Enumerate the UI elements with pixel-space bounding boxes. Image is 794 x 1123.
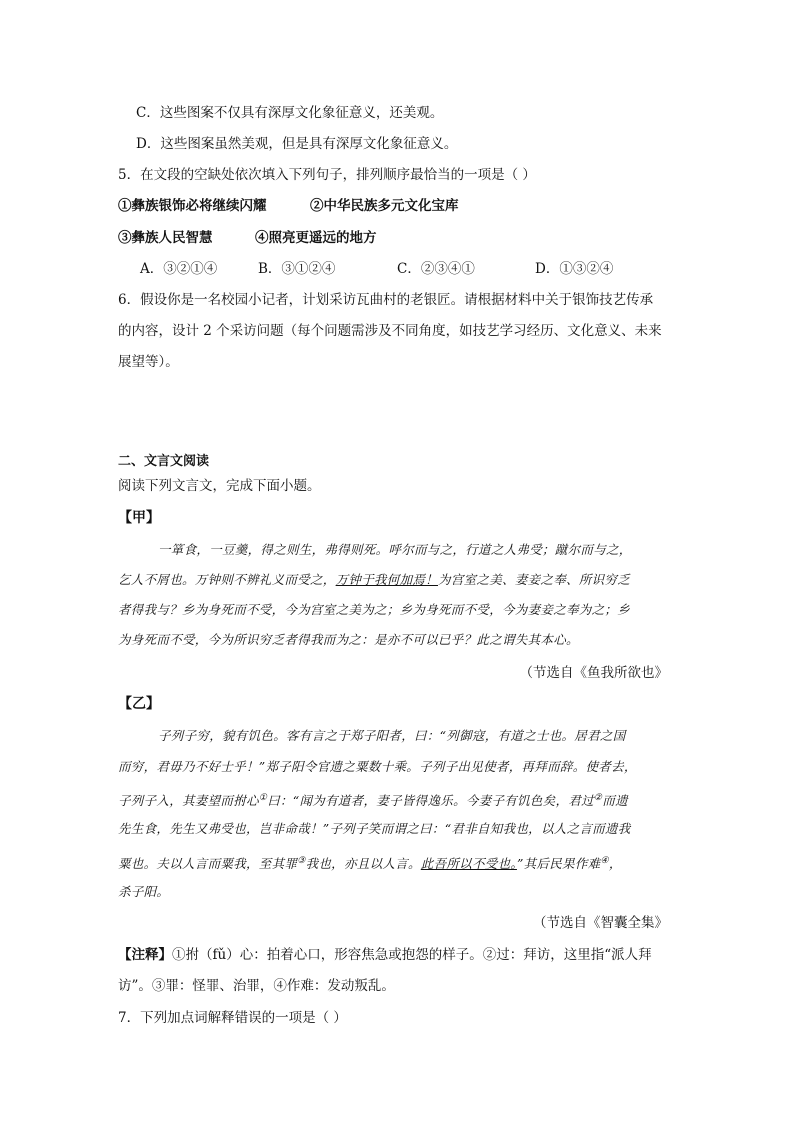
q6-line-1: 6．假设你是一名校园小记者，计划采访瓦曲村的老银匠。请根据材料中关于银饰技艺传承	[118, 292, 654, 308]
jia-line-2-post: 为宫室之美、妻妾之奉、所识穷乏	[438, 572, 631, 587]
yi-line-3-a: 子列子入，其妻望而拊心	[118, 793, 259, 809]
passage-jia-label: 【甲】	[118, 510, 160, 526]
jia-underlined-sentence: 万钟于我何加焉！	[335, 572, 439, 587]
note-marker-3: ③	[297, 856, 306, 866]
passage-yi-label: 【乙】	[118, 696, 160, 712]
jia-line-2-pre: 乞人不屑也。万钟则不辨礼义而受之，	[118, 572, 336, 587]
yi-line-5-a: 粟也。夫以人言而粟我，至其罪	[118, 856, 298, 872]
yi-line-2: 而穷，君毋乃不好士乎！”郑子阳令官遗之粟数十乘。子列子出见使者，再拜而辞。使者去，	[118, 759, 637, 774]
q5-option-b: B．③①②④	[258, 261, 336, 277]
q5-option-a: A．③②①④	[140, 261, 218, 277]
section-instruction: 阅读下列文言文，完成下面小题。	[118, 478, 321, 494]
jia-source: （节选自《鱼我所欲也》	[519, 665, 668, 681]
q5-option-c: C．②③④①	[397, 261, 475, 277]
q6-line-3: 展望等）。	[118, 354, 179, 370]
q5-sentence-1: ①彝族银饰必将继续闪耀	[118, 198, 267, 214]
notes-text-1: ①拊（fǔ）心：拍着心口，形容焦急或抱怨的样子。②过：拜访，这里指“派人拜	[172, 947, 652, 963]
q6-line-2: 的内容，设计 2 个采访问题（每个问题需涉及不同角度，如技艺学习经历、文化意义、未来	[118, 323, 662, 339]
q4-option-c: C．这些图案不仅具有深厚文化象征意义，还美观。	[136, 105, 444, 121]
note-marker-4: ④	[600, 856, 609, 866]
q5-sentence-2: ②中华民族多元文化宝库	[310, 198, 459, 214]
q7-stem: 7．下列加点词解释错误的一项是（ ）	[118, 1010, 347, 1026]
q5-sentence-3: ③彝族人民智慧	[118, 230, 213, 246]
yi-line-5	[118, 851, 688, 874]
jia-line-1: 一箪食，一豆羹，得之则生，弗得则死。呼尔而与之，行道之人弗受；蹴尔而与之，	[158, 542, 632, 557]
yi-line-3-c: 而遗	[602, 793, 628, 809]
yi-underlined-sentence: 此吾所以不受也。	[420, 856, 517, 872]
q5-sentence-4: ④照亮更遥远的地方	[255, 230, 377, 246]
q5-stem: 5．在文段的空缺处依次填入下列句子，排列顺序最恰当的一项是（ ）	[118, 167, 536, 183]
yi-line-3-b: 曰：“闻为有道者，妻子皆得逸乐。今妻子有饥色矣，君过	[267, 793, 594, 809]
yi-line-5-d: ，	[608, 856, 622, 872]
notes-line-2: 访”。③罪：怪罪、治罪，④作难：发动叛乱。	[118, 978, 395, 994]
yi-line-5-b: 我也，亦且以人言。	[305, 856, 421, 872]
yi-line-3	[118, 788, 688, 811]
section-heading: 二、文言文阅读	[118, 454, 210, 469]
q5-option-d: D．①③②④	[535, 261, 614, 277]
yi-line-4: 先生食，先生又弗受也，岂非命哉！”子列子笑而谓之曰：“君非自知我也，以人之言而遗我	[118, 821, 631, 836]
notes-label: 【注释】	[118, 947, 172, 963]
note-marker-2: ②	[593, 793, 603, 803]
yi-line-5-c: ”其后民果作难	[516, 856, 601, 872]
yi-line-1: 子列子穷，貌有饥色。客有言之于郑子阳者，曰：“列御寇，有道之士也。居君之国	[158, 728, 626, 743]
notes-line-1	[118, 945, 652, 965]
jia-line-2	[118, 570, 688, 590]
yi-line-6: 杀子阳。	[118, 884, 170, 899]
yi-source: （节选自《智囊全集》	[533, 915, 668, 931]
note-marker-1: ①	[258, 793, 268, 803]
jia-line-4: 为身死而不受，今为所识穷乏者得我而为之：是亦不可以已乎？此之谓失其本心。	[118, 632, 579, 647]
q4-option-d: D．这些图案虽然美观，但是具有深厚文化象征意义。	[136, 136, 458, 152]
jia-line-3: 者得我与？乡为身死而不受，今为宫室之美为之；乡为身死而不受，今为妻妾之奉为之；乡	[118, 602, 631, 617]
